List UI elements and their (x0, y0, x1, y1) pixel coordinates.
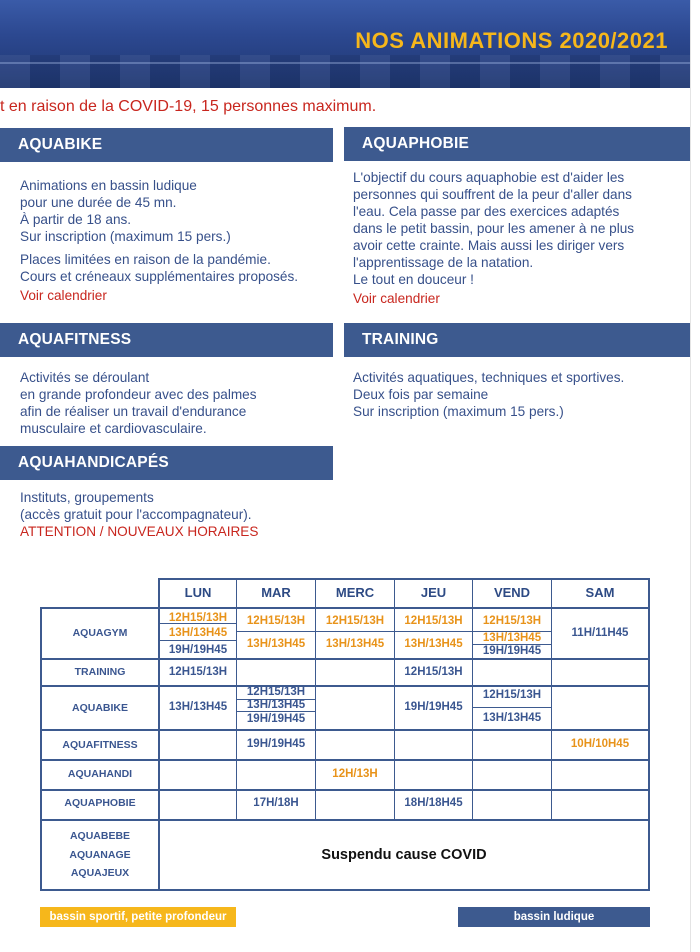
row-label-aquahandi: AQUAHANDI (67, 768, 133, 780)
row-label-aquabike: AQUABIKE (71, 702, 128, 714)
aquaphobie-calendar-link[interactable]: Voir calendrier (353, 291, 440, 306)
aquahandicapes-line: (accès gratuit pour l'accompagnateur). (20, 507, 252, 522)
aquaphobie-line: l'apprentissage de la natation. (353, 255, 534, 270)
slot-aquafitness-mar: 19H/19H45 (246, 738, 306, 750)
section-training-title: TRAINING (344, 323, 690, 357)
legend-blue-leisure-pool: bassin ludique (458, 907, 650, 927)
section-training-body (353, 369, 683, 420)
section-aquafitness-title: AQUAFITNESS (0, 323, 333, 357)
row-label-aquanage: AQUANAGE (69, 849, 131, 861)
day-header-mar: MAR (261, 585, 291, 600)
aquabike-line: Places limitées en raison de la pandémie. (20, 252, 271, 267)
aquabike-calendar-link[interactable]: Voir calendrier (20, 288, 107, 303)
slot-aquagym-vend-1: 12H15/13H (482, 615, 542, 627)
slot-aquagym-jeu-2: 13H/13H45 (404, 638, 463, 650)
slot-aquagym-mar-1: 12H15/13H (246, 615, 306, 627)
slot-aquagym-jeu-1: 12H15/13H (404, 615, 463, 627)
slot-aquagym-merc-1: 12H15/13H (325, 615, 385, 627)
aquabike-line: Sur inscription (maximum 15 pers.) (20, 229, 231, 244)
row-label-aquafitness: AQUAFITNESS (62, 739, 138, 751)
aquaphobie-line: personnes qui souffrent de la peur d'aller dans (353, 187, 632, 202)
section-aquaphobie-body (353, 169, 669, 307)
aquaphobie-line: l'eau. Cela passe par des exercices adaptés (353, 204, 620, 219)
covid-notice: t en raison de la COVID-19, 15 personnes maximum. (0, 98, 377, 115)
training-line: Deux fois par semaine (353, 387, 489, 402)
day-header-sam: SAM (585, 585, 615, 600)
slot-training-lun: 12H15/13H (168, 666, 228, 678)
day-header-merc: MERC (335, 585, 375, 600)
slot-aquagym-vend-2: 13H/13H45 (482, 632, 542, 644)
row-label-aquajeux: AQUAJEUX (70, 867, 130, 879)
page-title: NOS ANIMATIONS 2020/2021 (355, 28, 668, 53)
slot-aquabike-mar-3: 19H/19H45 (246, 713, 306, 725)
slot-aquahandi-merc: 12H/13H (332, 768, 378, 780)
aquaphobie-line: L'objectif du cours aquaphobie est d'aider les (353, 170, 625, 185)
row-label-aquagym: AQUAGYM (72, 627, 128, 639)
aquaphobie-line: dans le petit bassin, pour les amener à ne plus (353, 221, 635, 236)
slot-aquabike-mar-1: 12H15/13H (246, 686, 306, 698)
aquabike-line: À partir de 18 ans. (20, 212, 132, 227)
slot-aquaphobie-mar: 17H/18H (253, 797, 299, 809)
aquafitness-line: afin de réaliser un travail d'endurance (20, 404, 247, 419)
slot-aquagym-merc-2: 13H/13H45 (325, 638, 385, 650)
section-aquabike-body (20, 177, 332, 304)
section-aquahandicapes-title: AQUAHANDICAPÉS (0, 446, 333, 480)
slot-aquaphobie-jeu: 18H/18H45 (404, 797, 463, 809)
slot-aquabike-vend-2: 13H/13H45 (482, 712, 542, 724)
training-line: Sur inscription (maximum 15 pers.) (353, 404, 564, 419)
slot-aquabike-jeu: 19H/19H45 (404, 701, 463, 713)
page-edge (690, 0, 700, 952)
slot-aquagym-vend-3: 19H/19H45 (482, 645, 542, 657)
slot-aquafitness-sam: 10H/10H45 (570, 738, 630, 750)
day-header-vend: VEND (493, 585, 531, 600)
aquaphobie-line: avoir cette crainte. Mais aussi les diriger vers (353, 238, 625, 253)
day-header-lun: LUN (184, 585, 212, 600)
aquaphobie-line: Le tout en douceur ! (353, 272, 474, 287)
row-label-aquaphobie: AQUAPHOBIE (64, 797, 136, 809)
aquabike-line: Cours et créneaux supplémentaires proposés. (20, 269, 299, 284)
schedule-table (40, 578, 650, 891)
section-aquaphobie-title: AQUAPHOBIE (344, 127, 690, 161)
aquabike-line: pour une durée de 45 mn. (20, 195, 177, 210)
slot-aquagym-lun-1: 12H15/13H (168, 612, 228, 624)
aquabike-line: Animations en bassin ludique (20, 178, 197, 193)
section-aquafitness-body (20, 369, 332, 437)
row-label-aquabebe: AQUABEBE (69, 830, 131, 842)
slot-aquabike-lun: 13H/13H45 (168, 701, 228, 713)
slot-aquabike-vend-1: 12H15/13H (482, 689, 542, 701)
slot-aquagym-lun-3: 19H/19H45 (168, 644, 228, 656)
slot-aquagym-sam: 11H/11H45 (571, 627, 629, 639)
header-banner (0, 0, 690, 88)
slot-aquagym-mar-2: 13H/13H45 (246, 638, 306, 650)
aquafitness-line: musculaire et cardiovasculaire. (20, 421, 207, 436)
day-header-jeu: JEU (420, 585, 447, 600)
slot-aquagym-lun-2: 13H/13H45 (168, 627, 228, 639)
slot-aquabike-mar-2: 13H/13H45 (246, 699, 306, 711)
aquahandicapes-alert: ATTENTION / NOUVEAUX HORAIRES (20, 524, 259, 539)
aquahandicapes-line: Instituts, groupements (20, 490, 154, 505)
aquafitness-line: Activités se déroulant (20, 370, 150, 385)
legend-orange-sport-pool: bassin sportif, petite profondeur (40, 907, 236, 927)
aquafitness-line: en grande profondeur avec des palmes (20, 387, 257, 402)
row-label-training: TRAINING (74, 666, 126, 678)
training-line: Activités aquatiques, techniques et sportives. (353, 370, 625, 385)
suspended-covid-note: Suspendu cause COVID (321, 847, 487, 863)
section-aquahandicapes-body (20, 489, 332, 540)
slot-training-jeu: 12H15/13H (404, 666, 463, 678)
section-aquabike-title: AQUABIKE (0, 128, 333, 162)
